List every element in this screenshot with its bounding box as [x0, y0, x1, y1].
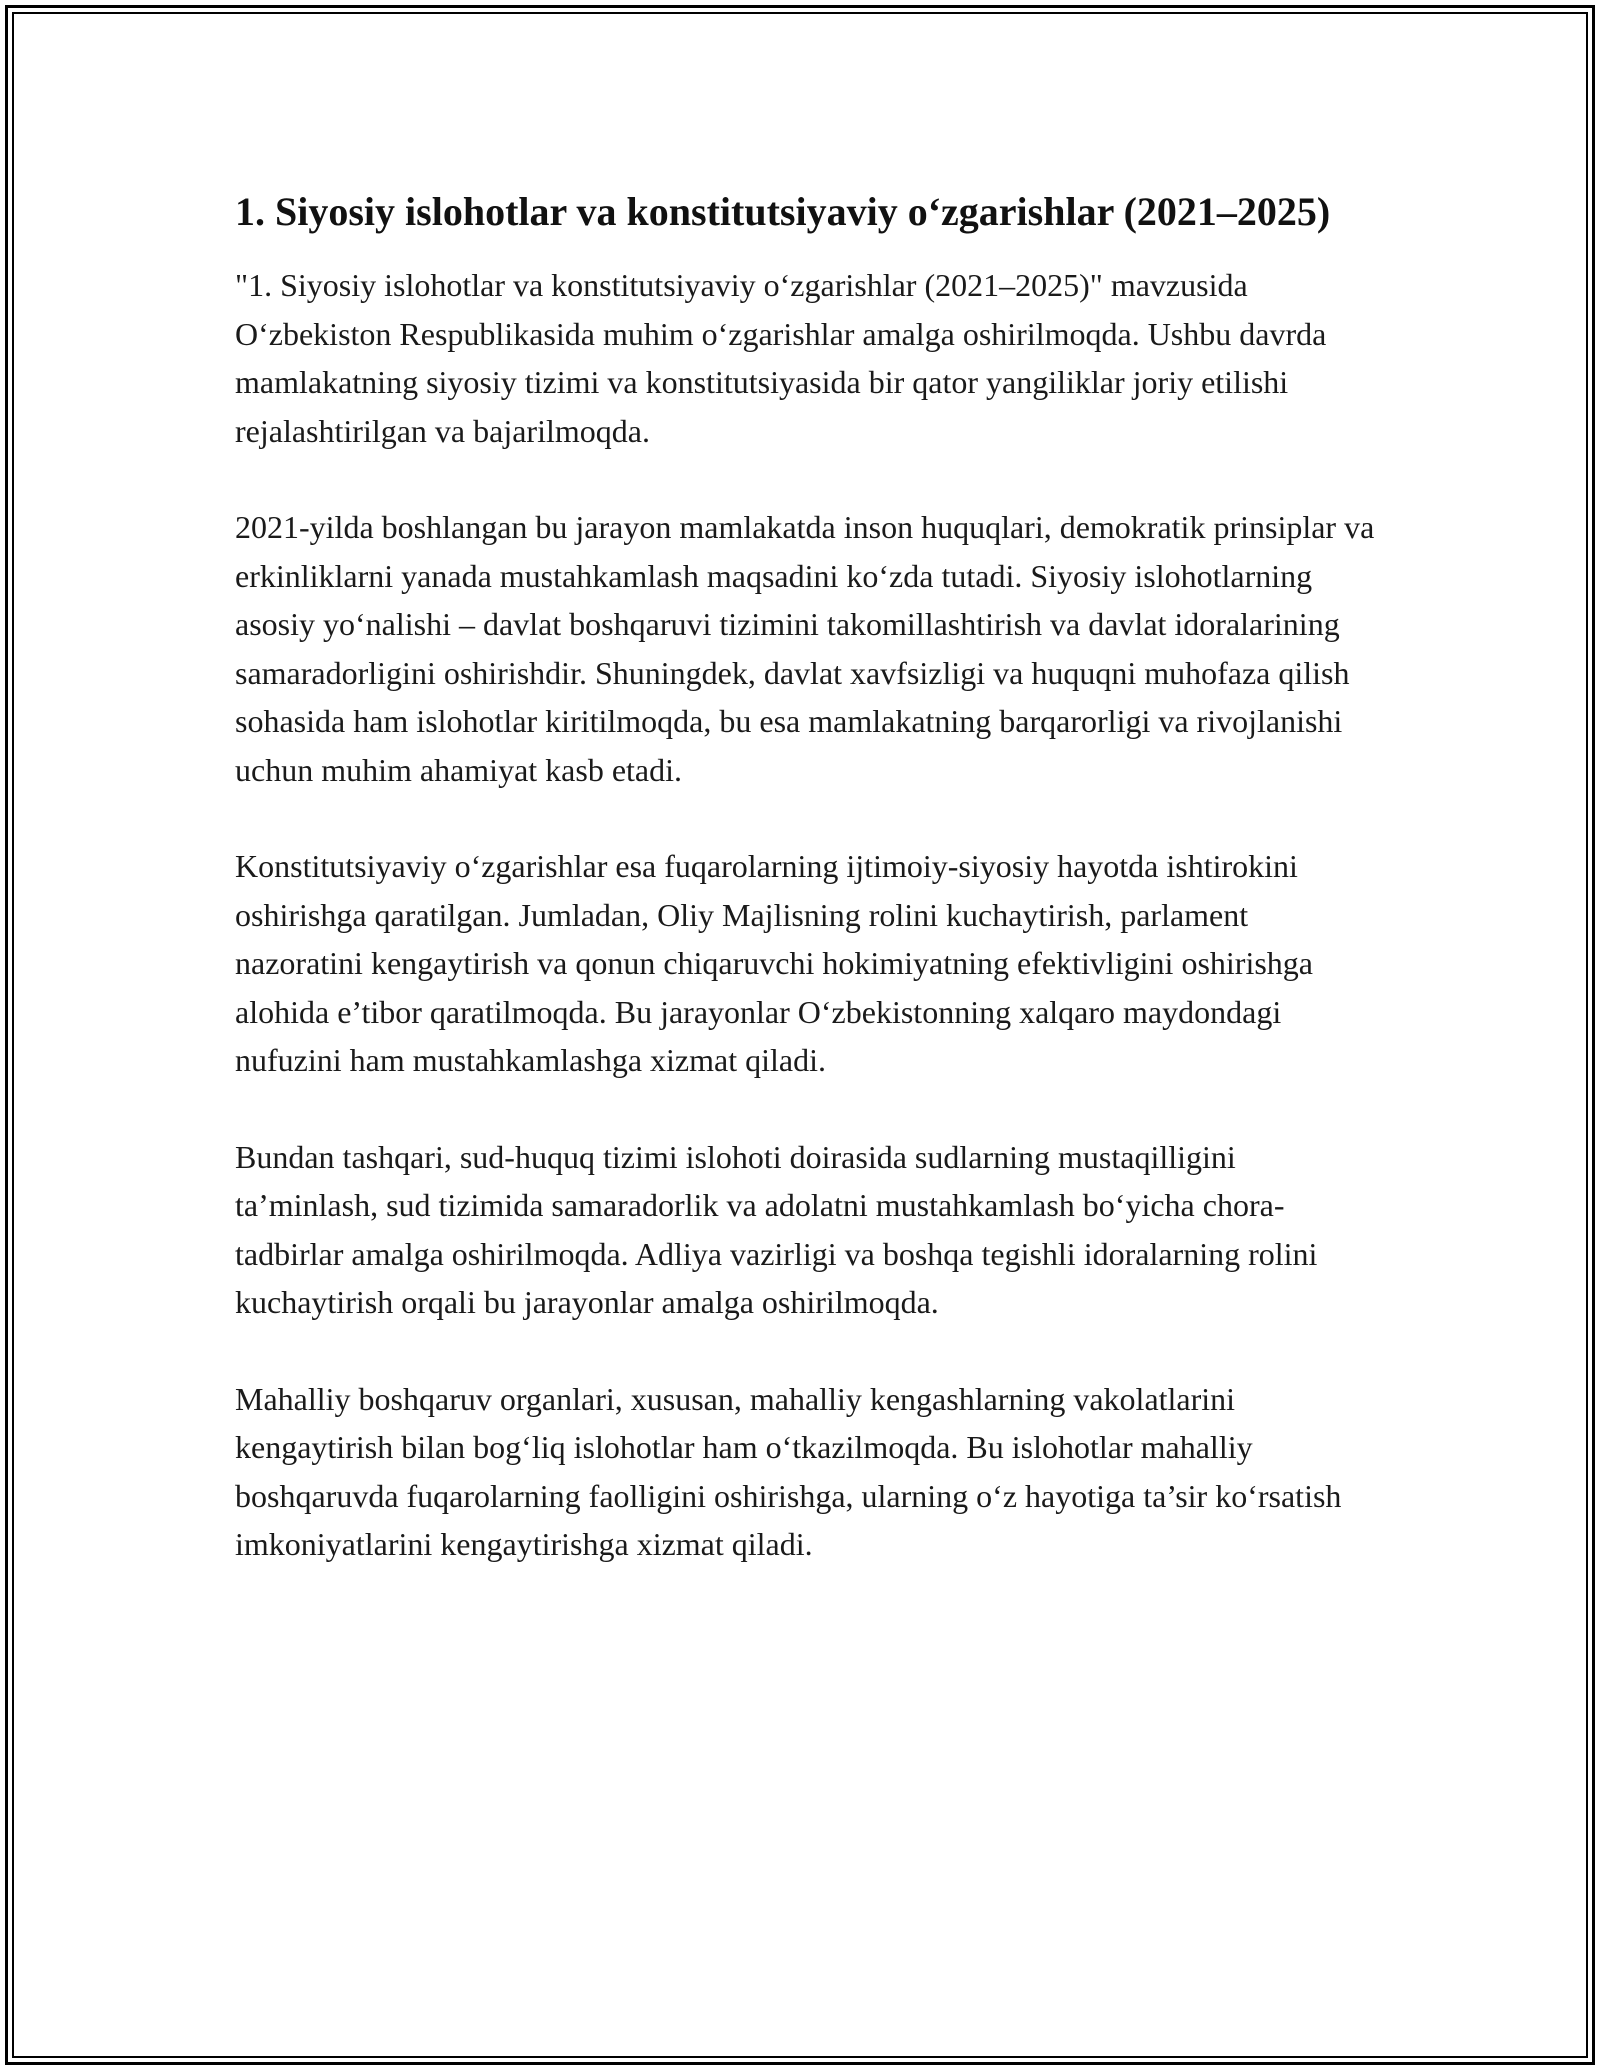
paragraph-political-reforms: 2021-yilda boshlangan bu jarayon mamlakatda inson huquqlari, demokratik prinsiplar va erkinliklarni yanada mustahkamlash maqsadini ko‘zda tutadi. Siyosiy islohotlarning asosiy yo‘nalishi – davlat boshqaruvi tizimini takomillashtirish va davlat idoralarining samaradorligini oshirishdir. Shuningdek, davlat xavfsizligi va huquqni muhofaza qilish sohasida ham islohotlar kiritilmoqda, bu esa mamlakatning barqarorligi va rivojlanishi uchun muhim ahamiyat kasb etadi. — [235, 509, 1375, 788]
document-body — [235, 185, 1375, 1569]
paragraph-local-governance: Mahalliy boshqaruv organlari, xususan, mahalliy kengashlarning vakolatlarini kengaytirish bilan bog‘liq islohotlar ham o‘tkazilmoqda. Bu islohotlar mahalliy boshqaruvda fuqarolarning faolligini oshirishga, ularning o‘z hayotiga ta’sir ko‘rsatish imkoniyatlarini kengaytirishga xizmat qiladi. — [235, 1380, 1342, 1562]
paragraph-intro: "1. Siyosiy islohotlar va konstitutsiyaviy o‘zgarishlar (2021–2025)" mavzusida O‘zbekiston Respublikasida muhim o‘zgarishlar amalga oshirilmoqda. Ushbu davrda mamlakatning siyosiy tizimi va konstitutsiyasida bir qator yangiliklar joriy etilishi rejalashtirilgan va bajarilmoqda. — [235, 267, 1327, 449]
paragraph-constitutional-changes: Konstitutsiyaviy o‘zgarishlar esa fuqarolarning ijtimoiy-siyosiy hayotda ishtirokini oshirishga qaratilgan. Jumladan, Oliy Majlisning rolini kuchaytirish, parlament nazoratini kengaytirish va qonun chiqaruvchi hokimiyatning efektivligini oshirishga alohida e’tibor qaratilmoqda. Bu jarayonlar O‘zbekistonning xalqaro maydondagi nufuzini ham mustahkamlashga xizmat qiladi. — [235, 848, 1313, 1078]
paragraph-judicial-reform: Bundan tashqari, sud-huquq tizimi islohoti doirasida sudlarning mustaqilligini ta’minlash, sud tizimida samaradorlik va adolatni mustahkamlash bo‘yicha chora-tadbirlar amalga oshirilmoqda. Adliya vazirligi va boshqa tegishli idoralarning rolini kuchaytirish orqali bu jarayonlar amalga oshirilmoqda. — [235, 1138, 1318, 1320]
document-heading: 1. Siyosiy islohotlar va konstitutsiyaviy o‘zgarishlar (2021–2025) — [235, 189, 1331, 234]
